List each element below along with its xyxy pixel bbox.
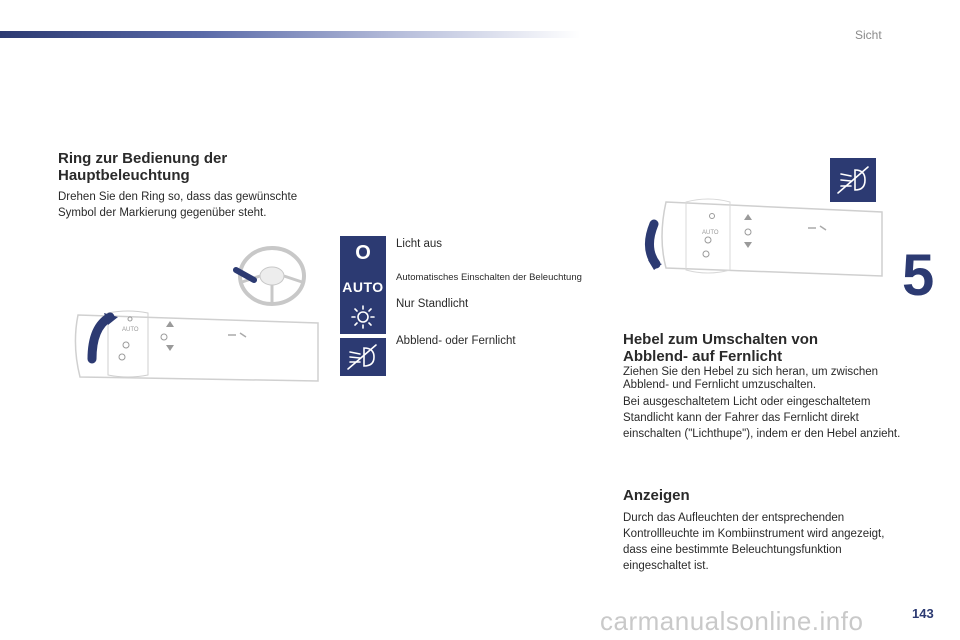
auto-symbol-icon: AUTO <box>342 279 384 295</box>
headlights-icon <box>346 342 380 372</box>
ring-section-title: Ring zur Bedienung der Hauptbeleuchtung <box>58 150 228 184</box>
mode-sidelights-box <box>340 300 386 334</box>
mode-headlights-label: Abblend- oder Fernlicht <box>396 335 516 347</box>
headlight-warning-icon <box>835 164 871 196</box>
mode-auto-label: Automatisches Einschalten der Beleuchtung <box>396 272 582 283</box>
lever-section-text-2: Bei ausgeschaltetem Licht oder eingeschaltetem Standlicht kann der Fahrer das Fernlicht direkt einschalten ("Lichthupe"), indem er den Hebel anzieht. <box>623 396 901 440</box>
stalk-auto-label-right: AUTO <box>702 230 719 236</box>
watermark: carmanualsonline.info <box>600 606 864 636</box>
sidelights-icon <box>350 304 376 330</box>
indicators-section-title: Anzeigen <box>623 487 690 504</box>
section-name: Sicht <box>855 28 882 42</box>
lighting-stalk-figure-left <box>68 305 320 385</box>
mode-headlights-box <box>340 338 386 376</box>
chapter-number: 5 <box>902 243 933 308</box>
ring-section-text: Drehen Sie den Ring so, dass das gewünschte Symbol der Markierung gegenüber steht. <box>58 191 298 219</box>
mode-auto-box <box>340 270 386 304</box>
lever-section-title: Hebel zum Umschalten von Abblend- auf Fernlicht <box>623 331 819 365</box>
stalk-auto-label-left: AUTO <box>122 327 139 333</box>
steering-wheel-figure <box>228 242 308 312</box>
lighting-stalk-figure-right <box>636 198 886 280</box>
headlight-highlight-box <box>830 158 876 202</box>
lever-section-text-1: Ziehen Sie den Hebel zu sich heran, um zwischen Abblend- und Fernlicht umzuschalten. <box>623 366 879 391</box>
mode-sidelights-label: Nur Standlicht <box>396 298 469 310</box>
off-symbol-icon: O <box>355 241 371 264</box>
mode-off-box <box>340 236 386 270</box>
indicators-section-text: Durch das Aufleuchten der entsprechenden Kontrollleuchte im Kombiinstrument wird angezeigt, dass eine bestimmte Beleuchtungsfunktion eingeschaltet ist. <box>623 512 885 572</box>
page-number: 143 <box>912 606 934 621</box>
mode-off-label: Licht aus <box>396 238 443 250</box>
header-bar <box>0 31 580 38</box>
